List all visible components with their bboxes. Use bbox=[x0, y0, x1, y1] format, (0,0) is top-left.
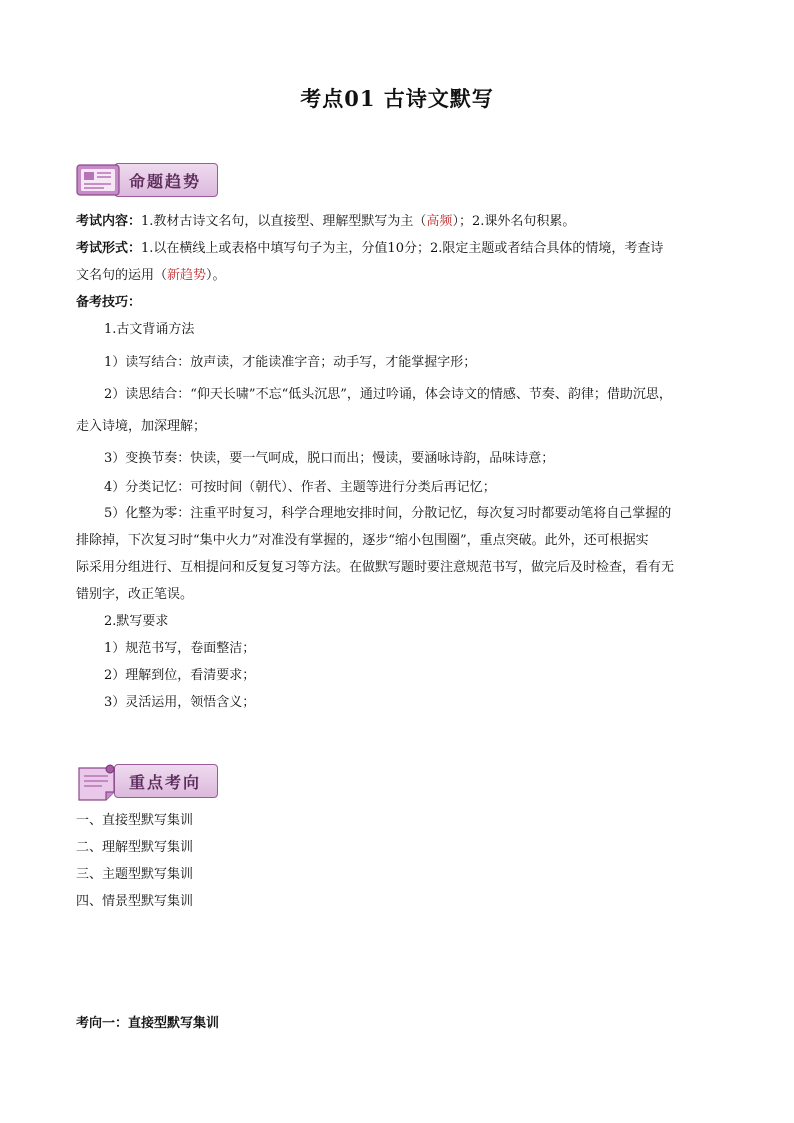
tip-5: 5）化整为零：注重平时复习，科学合理地安排时间，分散记忆，每次复习时都要动笔将自己掌握的 bbox=[104, 506, 672, 521]
focus-badge-label: 重点考向 bbox=[114, 764, 218, 798]
note-pin-icon bbox=[76, 764, 120, 798]
exam-content-label: 考试内容： bbox=[76, 214, 142, 229]
page-title: 考点01 古诗文默写 bbox=[300, 86, 494, 111]
tip-1: 1）读写结合：放声读，才能读准字音；动手写，才能掌握字形； bbox=[104, 355, 477, 370]
focus-badge bbox=[76, 764, 218, 798]
exam-format-text-a: 文名句的运用（ bbox=[76, 268, 168, 283]
focus-item-4: 四、情景型默写集训 bbox=[76, 894, 194, 909]
exam-content-text-a: 1.教材古诗文名句，以直接型、理解型默写为主（ bbox=[141, 214, 427, 229]
focus-item-3: 三、主题型默写集训 bbox=[76, 867, 194, 882]
section-title: 考向一：直接型默写集训 bbox=[76, 1016, 220, 1031]
new-trend-tag: 新趋势 bbox=[167, 268, 207, 283]
prep-tips-label: 备考技巧： bbox=[76, 295, 142, 310]
tip-5-cont-2: 际采用分组进行、互相提问和反复复习等方法。在做默写题时要注意规范书写，做完后及时检查，看有无 bbox=[76, 560, 675, 575]
tip-3: 3）变换节奏：快读，要一气呵成，脱口而出；慢读，要涵咏诗韵，品味诗意； bbox=[104, 451, 555, 466]
trend-badge bbox=[76, 163, 218, 197]
exam-format-line-2 bbox=[76, 268, 721, 284]
exam-format-text-b: ）。 bbox=[206, 268, 226, 283]
tip-4: 4）分类记忆：可按时间（朝代）、作者、主题等进行分类后再记忆； bbox=[104, 480, 496, 495]
exam-content-line bbox=[76, 214, 721, 230]
tip-heading-2: 2.默写要求 bbox=[104, 614, 169, 629]
tip-5-cont-3: 错别字，改正笔误。 bbox=[76, 587, 194, 602]
req-1: 1）规范书写，卷面整洁； bbox=[104, 641, 256, 656]
exam-format-line bbox=[76, 241, 721, 257]
tip-2: 2）读思结合：“仰天长啸”不忘“低头沉思”，通过吟诵，体会诗文的情感、节奏、韵律；借助沉思， bbox=[104, 387, 672, 402]
exam-content-text-b: ）；2.课外名句积累。 bbox=[452, 214, 576, 229]
focus-item-1: 一、直接型默写集训 bbox=[76, 813, 194, 828]
tip-heading-1: 1.古文背诵方法 bbox=[104, 322, 195, 337]
tip-5-cont-1: 排除掉，下次复习时“集中火力”对准没有掌握的，逐步“缩小包围圈”，重点突破。此外，还可根据实 bbox=[76, 533, 649, 548]
exam-format-label: 考试形式： bbox=[76, 241, 142, 256]
slides-icon bbox=[76, 163, 120, 197]
tip-2-cont: 走入诗境，加深理解； bbox=[76, 419, 207, 434]
high-frequency-tag: 高频 bbox=[426, 214, 453, 229]
req-3: 3）灵活运用，领悟含义； bbox=[104, 695, 256, 710]
trend-badge-label: 命题趋势 bbox=[114, 163, 218, 197]
req-2: 2）理解到位，看清要求； bbox=[104, 668, 256, 683]
exam-format-text: 1.以在横线上或表格中填写句子为主，分值10分；2.限定主题或者结合具体的情境，考查诗 bbox=[141, 241, 664, 256]
focus-item-2: 二、理解型默写集训 bbox=[76, 840, 194, 855]
